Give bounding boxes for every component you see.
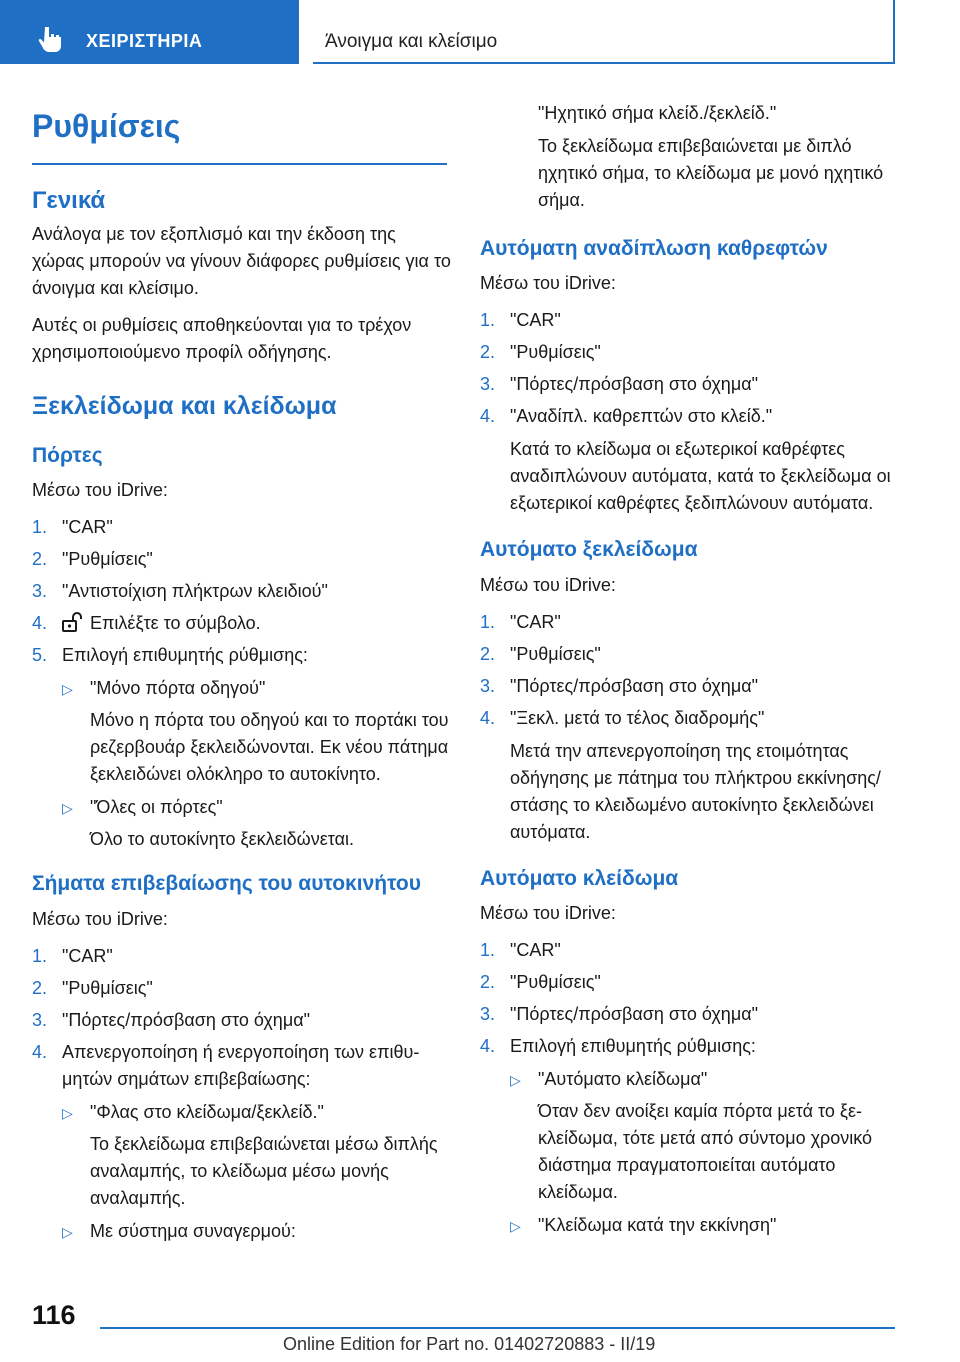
autolock-heading: Αυτόματο κλείδωμα [480, 866, 679, 890]
list-item: 5. Επιλογή επιθυμητής ρύθμισης: ▷ "Μόνο πόρτα οδηγού" Μόνο η πόρτα του οδηγού και το πορτάκι του ρεζερβουάρ ξεκλειδώνονται. Εκ νέου πάτημα ξεκλειδώνει ολόκληρο το αυτοκίνητο. ▷ "Όλες οι πόρτες" Όλο το αυτοκίνητο ξεκλειδώνεται. [32, 642, 452, 853]
edition-text: Online Edition for Part no. 01402720883 - II/19 [283, 1334, 656, 1354]
list-item: 4. "Ξεκλ. μετά το τέλος διαδρομής" Μετά την απενεργοποίηση της ετοιμότητας οδήγησης με πάτημα του πλήκτρου εκκίνησης/στάσης το κλειδωμένο αυτοκίνητο ξεκλειδώνει αυτόματα. [480, 707, 881, 842]
autolock-intro: Μέσω του iDrive: [480, 902, 616, 923]
list-item: 1. "CAR" [32, 945, 113, 966]
doors-steps [32, 514, 452, 853]
triangle-bullet-icon: ▷ [62, 1104, 73, 1121]
breadcrumb [313, 0, 895, 64]
left-column [32, 96, 452, 1259]
option-item: ▷ "Μόνο πόρτα οδηγού" Μόνο η πόρτα του οδηγού και το πορτάκι του ρεζερβουάρ ξεκλειδώνονται. Εκ νέου πάτημα ξεκλειδώνει ολόκληρο το αυτοκίνητο. [62, 678, 449, 785]
signals-options [62, 1099, 452, 1245]
list-item: 1. "CAR" [480, 939, 561, 960]
option-item: ▷ "Φλας στο κλείδωμα/ξεκλείδ." Το ξεκλείδωμα επιβεβαιώνεται μέσω διπλής αναλαμπής, το κλείδωμα μέσω μονής αναλαμπής. [62, 1101, 438, 1208]
page-number: 116 [32, 1300, 76, 1330]
breadcrumb-text: Άνοιγμα και κλείσιμο [325, 31, 498, 52]
list-item: 4. "Αναδίπλ. καθρεπτών στο κλείδ." Κατά το κλείδωμα οι εξωτερικοί καθρέφτες αναδιπλώνουν αυτόματα, κατά το ξεκλείδωμα οι εξωτερικοί καθρέφτες ξεδιπλώνουν αυτόματα. [480, 406, 891, 514]
acoustic-option [480, 100, 900, 214]
page-title: Ρυθμίσεις [32, 96, 447, 165]
mirrors-intro: Μέσω του iDrive: [480, 273, 616, 294]
acoustic-option-desc: Το ξεκλείδωμα επιβεβαιώνεται με διπλό ηχητικό σήμα, το κλείδωμα με μονό ηχητικό σήμα. [538, 136, 884, 210]
autounlock-heading: Αυτόματο ξεκλείδωμα [480, 538, 698, 562]
list-item: 2. "Ρυθμίσεις" [480, 342, 601, 363]
general-heading: Γενικά [32, 187, 106, 214]
triangle-bullet-icon: ▷ [510, 1071, 521, 1088]
option-item: ▷ "Κλείδωμα κατά την εκκίνηση" [510, 1212, 900, 1239]
list-item: 3. "Πόρτες/πρόσβαση στο όχημα" [32, 1009, 310, 1030]
list-item: 2. "Ρυθμίσεις" [32, 977, 153, 998]
footer-divider [100, 1327, 895, 1329]
option-item: ▷ "Αυτόματο κλείδωμα" Όταν δεν ανοίξει καμία πόρτα μετά το ξεκλείδωμα, τότε μετά από σύντομο χρονικό διάστημα πραγματοποιείται αυτόματο κλείδωμα. [510, 1068, 873, 1202]
general-paragraph-2: Αυτές οι ρυθμίσεις αποθηκεύονται για το τρέχον χρησιμοποιούμενο προφίλ οδήγησης. [32, 315, 412, 362]
triangle-bullet-icon: ▷ [62, 681, 73, 698]
list-item: 2. "Ρυθμίσεις" [480, 643, 601, 664]
list-item: 2. "Ρυθμίσεις" [480, 971, 601, 992]
autolock-options [510, 1066, 900, 1239]
list-item: 3. "Πόρτες/πρόσβαση στο όχημα" [480, 374, 758, 395]
unlock-icon [62, 612, 84, 632]
signals-steps [32, 943, 452, 1245]
section-label: ΧΕΙΡΙΣΤΗΡΙΑ [86, 31, 203, 51]
list-item: 4. Απενεργοποίηση ή ενεργοποίηση των επιθυμητών σημάτων επιβεβαίωσης: ▷ "Φλας στο κλείδωμα/ξεκλείδ." Το ξεκλείδωμα επιβεβαιώνεται μέσω διπλής αναλαμπής, το κλείδωμα μέσω μονής αναλαμπής. ▷ Με σύστημα συναγερμού: [32, 1039, 452, 1245]
list-item: 3. "Αντιστοίχιση πλήκτρων κλειδιού" [32, 581, 328, 602]
doors-options [62, 675, 452, 853]
list-item: 2. "Ρυθμίσεις" [32, 549, 153, 570]
list-item: 1. "CAR" [32, 517, 113, 538]
doors-intro: Μέσω του iDrive: [32, 480, 168, 501]
list-item: 3. "Πόρτες/πρόσβαση στο όχημα" [480, 675, 758, 696]
autounlock-steps [480, 609, 900, 846]
doors-heading: Πόρτες [32, 444, 103, 467]
unlock-lock-heading: Ξεκλείδωμα και κλείδωμα [32, 392, 337, 420]
list-item: 3. "Πόρτες/πρόσβαση στο όχημα" [480, 1003, 758, 1024]
triangle-bullet-icon: ▷ [510, 1217, 521, 1234]
triangle-bullet-icon: ▷ [62, 1223, 73, 1240]
option-item: ▷ Με σύστημα συναγερμού: [62, 1218, 452, 1245]
acoustic-option-label: "Ηχητικό σήμα κλείδ./ξεκλείδ." [538, 103, 777, 123]
list-item: 1. "CAR" [480, 611, 561, 632]
list-item: 4. Επιλογή επιθυμητής ρύθμισης: ▷ "Αυτόματο κλείδωμα" Όταν δεν ανοίξει καμία πόρτα μετά το ξεκλείδωμα, τότε μετά από σύντομο χρονικό διάστημα πραγματοποιείται αυτόματο κλείδωμα. ▷ "Κλείδωμα κατά την εκκίνηση" [480, 1033, 900, 1239]
autounlock-intro: Μέσω του iDrive: [480, 574, 616, 595]
option-item: ▷ "Όλες οι πόρτες" Όλο το αυτοκίνητο ξεκλειδώνεται. [62, 797, 355, 850]
mirrors-heading: Αυτόματη αναδίπλωση καθρεφτών [480, 237, 828, 260]
section-tab[interactable] [0, 0, 299, 64]
pointing-hand-icon [36, 24, 66, 54]
signals-heading: Σήματα επιβεβαίωσης του αυτοκινήτου [32, 872, 421, 896]
autolock-steps [480, 937, 900, 1239]
signals-intro: Μέσω του iDrive: [32, 908, 168, 929]
mirrors-steps [480, 307, 900, 517]
general-paragraph-1: Ανάλογα με τον εξοπλισμό και την έκδοση της χώρας μπορούν να γίνουν διάφορες ρυθμίσεις για το άνοιγμα και κλείσιμο. [32, 224, 451, 298]
list-item: 4. Επιλέξτε το σύμβολο. [32, 613, 261, 634]
list-item: 1. "CAR" [480, 310, 561, 331]
triangle-bullet-icon: ▷ [62, 800, 73, 817]
right-column [480, 100, 900, 1253]
